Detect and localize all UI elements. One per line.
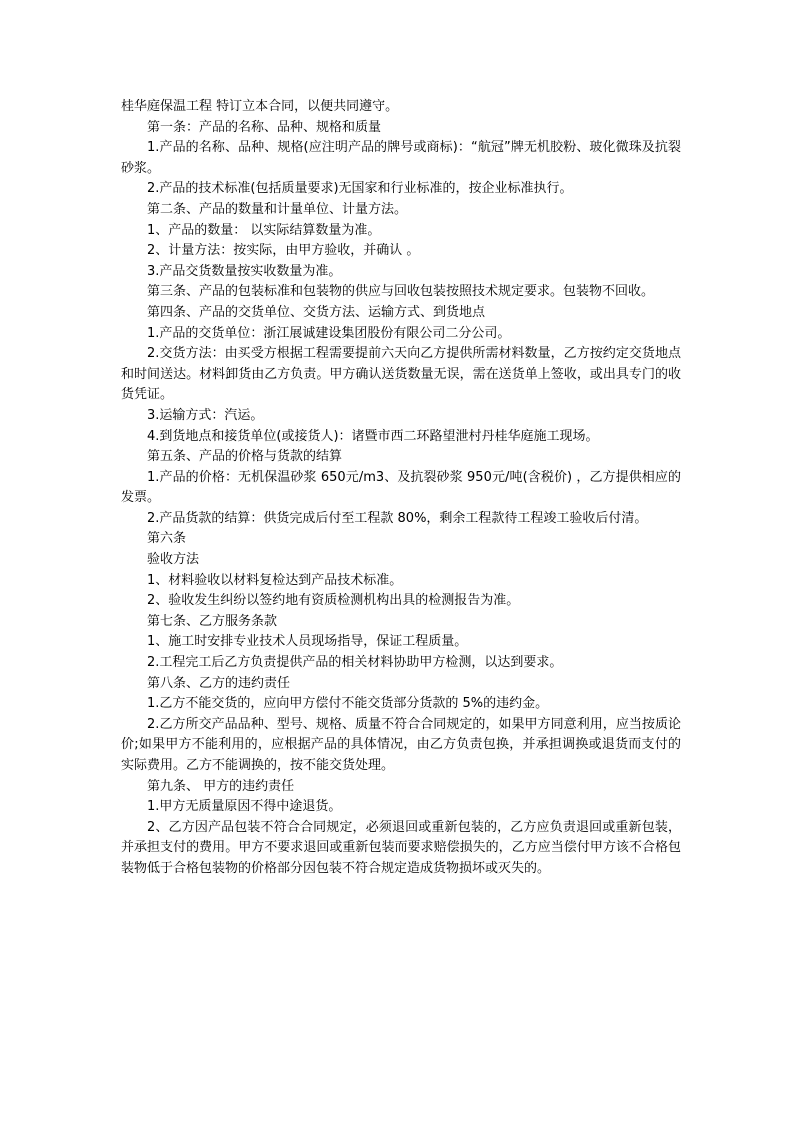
contract-document [121,97,681,880]
article-4-item-1: 1.产品的交货单位：浙江展诚建设集团股份有限公司二分公司。 [147,325,511,341]
article-1-heading: 第一条：产品的名称、品种、规格和质量 [147,119,382,135]
article-4-item-4: 4.到货地点和接货单位(或接货人)：诸暨市西二环路望泄村丹桂华庭施工现场。 [147,428,599,444]
article-4-item-2: 2.交货方法：由买受方根据工程需要提前六天向乙方提供所需材料数量，乙方按约定交货地点和时间送达。材料卸货由乙方负责。甲方确认送货数量无误，需在送货单上签收，或出具专门的收货凭证。 [121,346,681,403]
article-8-item-2: 2.乙方所交产品品种、型号、规格、质量不符合合同规定的，如果甲方同意利用，应当按质论价;如果甲方不能利用的，应根据产品的具体情况，由乙方负责包换，并承担调换或退货而支付的实际费用。乙方不能调换的，按不能交货处理。 [121,716,681,773]
article-7-heading: 第七条、乙方服务条款 [147,613,278,629]
article-9-item-1: 1.甲方无质量原因不得中途退货。 [147,799,342,815]
article-1-item-2: 2.产品的技术标准(包括质量要求)无国家和行业标准的，按企业标准执行。 [147,181,573,197]
article-3-heading: 第三条、产品的包装标准和包装物的供应与回收包装按照技术规定要求。包装物不回收。 [147,284,655,300]
article-5-item-2: 2.产品货款的结算：供货完成后付至工程款 80%，剩余工程款待工程竣工验收后付清。 [147,510,648,526]
article-5-item-1: 1.产品的价格：无机保温砂浆 650元/m3、及抗裂砂浆 950元/吨(含税价) ，乙方提供相应的发票。 [121,469,681,506]
article-7-item-1: 1、施工时安排专业技术人员现场指导，保证工程质量。 [147,634,468,650]
article-2-heading: 第二条、产品的数量和计量单位、计量方法。 [147,201,408,217]
article-5-heading: 第五条、产品的价格与货款的结算 [147,449,343,465]
article-4-heading: 第四条、产品的交货单位、交货方法、运输方式、到货地点 [147,304,486,320]
article-9-heading: 第九条、 甲方的违约责任 [147,778,295,794]
article-8-heading: 第八条、乙方的违约责任 [147,675,291,691]
article-6-heading: 第六条 [147,531,187,547]
article-4-item-3: 3.运输方式：汽运。 [147,407,264,423]
article-6-item-2: 2、验收发生纠纷以签约地有资质检测机构出具的检测报告为准。 [147,593,520,609]
article-8-item-1: 1.乙方不能交货的，应向甲方偿付不能交货部分货款的 5%的违约金。 [147,696,549,712]
intro-line: 桂华庭保温工程 特订立本合同，以便共同遵守。 [121,99,399,114]
article-9-item-2: 2、乙方因产品包装不符合合同规定，必须退回或重新包装的，乙方应负责退回或重新包装，并承担支付的费用。甲方不要求退回或重新包装而要求赔偿损失的，乙方应当偿付甲方该不合格包装物低于合格包装物的价格部分因包装不符合规定造成货物损坏或灭失的。 [121,819,681,876]
article-1-item-1: 1.产品的名称、品种、规格(应注明产品的牌号或商标)：“航冠”牌无机胶粉、玻化微珠及抗裂砂浆。 [121,140,681,176]
article-7-item-2: 2.工程完工后乙方负责提供产品的相关材料协助甲方检测，以达到要求。 [147,655,563,671]
article-2-item-1: 1、产品的数量： 以实际结算数量为准。 [147,222,381,238]
article-6-item-1: 1、材料验收以材料复检达到产品技术标准。 [147,572,403,588]
article-2-item-3: 3.产品交货数量按实收数量为准。 [147,263,342,279]
article-2-item-2: 2、计量方法：按实际，由甲方验收，并确认 。 [147,243,420,259]
article-6-title: 验收方法 [147,552,200,568]
